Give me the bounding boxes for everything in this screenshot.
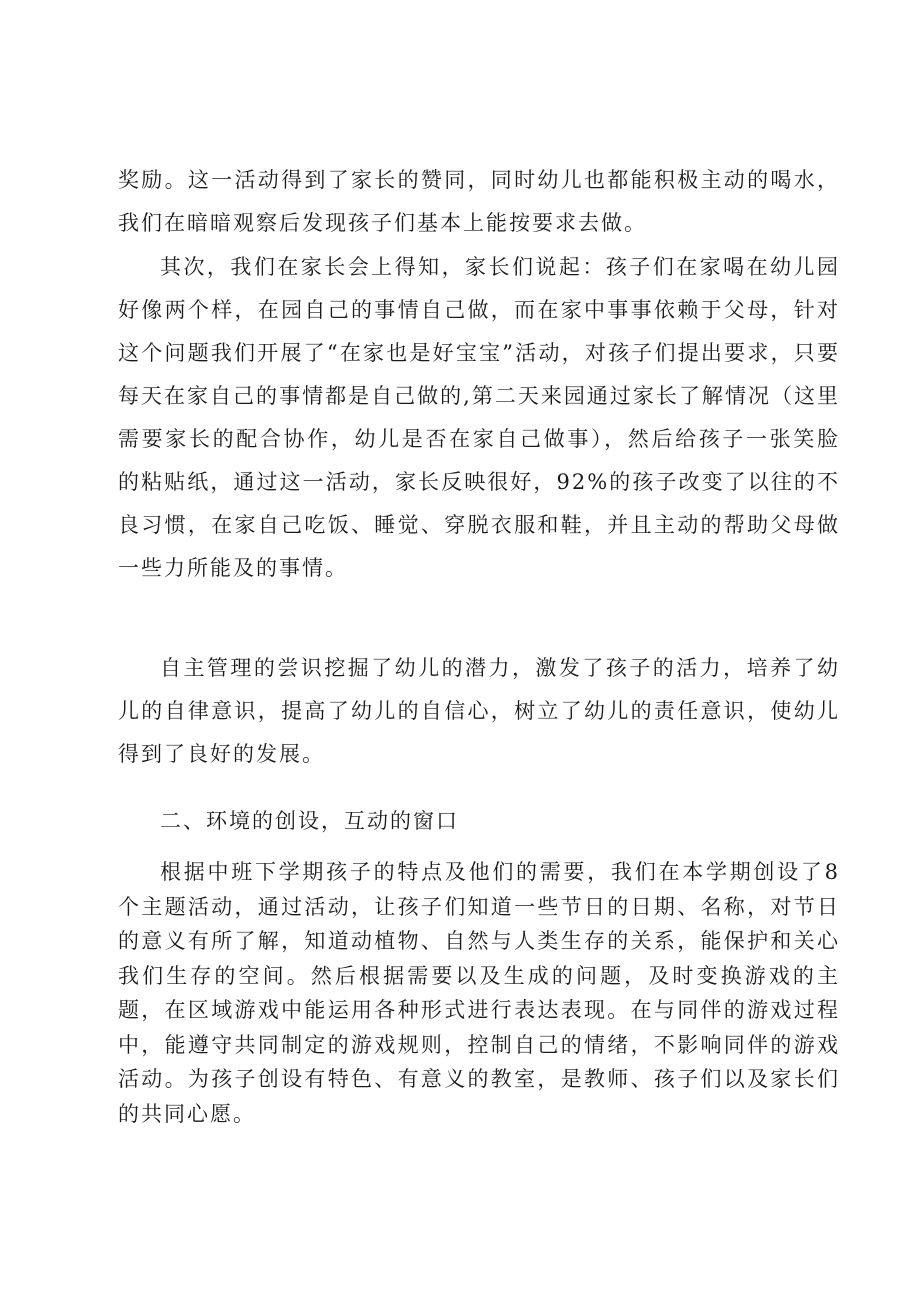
section-heading: 二、环境的创设，互动的窗口 [160,809,459,833]
paragraph-3: 自主管理的尝识挖掘了幼儿的潜力，激发了孩子的活力，培养了幼儿的自律意识，提高了幼儿的自信心，树立了幼儿的责任意识，使幼儿得到了良好的发展。 [118,656,840,766]
paragraph-5: 根据中班下学期孩子的特点及他们的需要，我们在本学期创设了8个主题活动，通过活动，让孩子们知道一些节日的日期、名称，对节日的意义有所了解，知道动植物、自然与人类生存的关系，能保护和关心我们生存的空间。然后根据需要以及生成的问题，及时变换游戏的主题，在区域游戏中能运用各种形式进行表达表现。在与同伴的游戏过程中，能遵守共同制定的游戏规则，控制自己的情绪，不影响同伴的游戏活动。为孩子创设有特色、有意义的教室，是教师、孩子们以及家长们的共同心愿。 [118,860,840,1126]
paragraph-2: 其次，我们在家长会上得知，家长们说起：孩子们在家喝在幼儿园好像两个样，在园自己的事情自己做，而在家中事事依赖于父母，针对这个问题我们开展了“在家也是好宝宝”活动，对孩子们提出要求，只要每天在家自己的事情都是自己做的,第二天来园通过家长了解情况（这里需要家长的配合协作，幼儿是否在家自己做事），然后给孩子一张笑脸的粘贴纸，通过这一活动，家长反映很好，92%的孩子改变了以往的不良习惯，在家自己吃饭、睡觉、穿脱衣服和鞋，并且主动的帮助父母做一些力所能及的事情。 [118,255,840,580]
paragraph-1: 奖励。这一活动得到了家长的赞同，同时幼儿也都能积极主动的喝水，我们在暗暗观察后发现孩子们基本上能按要求去做。 [118,168,840,235]
paragraph-block-3 [118,647,840,776]
section-heading-block [118,800,840,843]
paragraph-continued [118,159,840,245]
paragraph-block-5 [118,855,840,1131]
paragraph-block-2 [118,246,840,590]
